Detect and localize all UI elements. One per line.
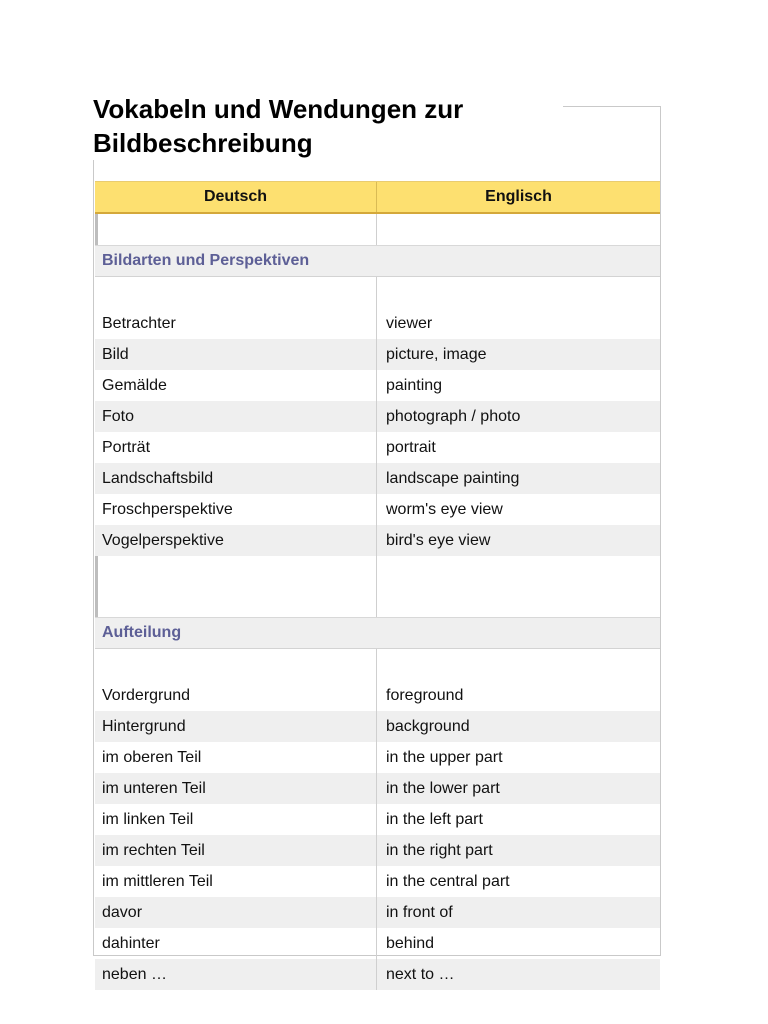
- vocabulary-table: [95, 181, 660, 990]
- term-de: Froschperspektive: [95, 494, 377, 525]
- table-row: [95, 494, 660, 525]
- term-de: im linken Teil: [95, 804, 377, 835]
- term-en: bird's eye view: [386, 531, 491, 549]
- table-row: [95, 525, 660, 556]
- term-de: Foto: [95, 401, 377, 432]
- term-de: Hintergrund: [95, 711, 377, 742]
- term-en: picture, image: [386, 345, 487, 363]
- term-de: im unteren Teil: [95, 773, 377, 804]
- table-row: [95, 804, 660, 835]
- section-heading-bildarten: Bildarten und Perspektiven: [95, 246, 660, 277]
- term-de: neben …: [95, 959, 377, 990]
- empty-row: [95, 214, 660, 246]
- term-en: portrait: [386, 438, 436, 456]
- empty-row: [95, 556, 660, 618]
- term-en: in the right part: [386, 841, 493, 859]
- term-en: in the left part: [386, 810, 483, 828]
- table-row: [95, 401, 660, 432]
- table-row: [95, 370, 660, 401]
- term-de: dahinter: [95, 928, 377, 959]
- term-de: Gemälde: [95, 370, 377, 401]
- table-row: [95, 773, 660, 804]
- term-en: foreground: [386, 687, 464, 704]
- table-row: [95, 711, 660, 742]
- term-de: im oberen Teil: [95, 742, 377, 773]
- table-row: [95, 959, 660, 990]
- section-heading-aufteilung: Aufteilung: [95, 618, 660, 649]
- term-en: worm's eye view: [386, 500, 503, 518]
- term-en: viewer: [386, 315, 433, 332]
- table-row: [95, 649, 660, 711]
- page-title: Vokabeln und Wendungen zur Bildbeschreibung: [93, 92, 563, 160]
- term-en: photograph / photo: [386, 407, 521, 425]
- term-de: davor: [95, 897, 377, 928]
- term-en: in the upper part: [386, 748, 503, 766]
- term-en: in the central part: [386, 872, 510, 890]
- term-de: Bild: [95, 339, 377, 370]
- table-header: [95, 181, 660, 214]
- table-row: [95, 835, 660, 866]
- term-en: next to …: [386, 965, 455, 983]
- table-row: [95, 463, 660, 494]
- table-row: [95, 742, 660, 773]
- column-header-deutsch: Deutsch: [95, 182, 377, 212]
- table-row: [95, 432, 660, 463]
- term-de: im mittleren Teil: [95, 866, 377, 897]
- table-row: [95, 339, 660, 370]
- term-en: background: [386, 717, 470, 735]
- term-de: Betrachter: [95, 277, 377, 339]
- table-row: [95, 928, 660, 959]
- table-row: [95, 277, 660, 339]
- term-de: Vordergrund: [95, 649, 377, 711]
- term-en: painting: [386, 376, 443, 394]
- term-en: behind: [386, 934, 435, 952]
- term-de: Porträt: [95, 432, 377, 463]
- term-en: landscape painting: [386, 469, 520, 487]
- column-header-englisch: Englisch: [485, 188, 552, 205]
- term-de: Vogelperspektive: [95, 525, 377, 556]
- term-de: im rechten Teil: [95, 835, 377, 866]
- term-de: Landschaftsbild: [95, 463, 377, 494]
- table-row: [95, 866, 660, 897]
- term-en: in the lower part: [386, 779, 500, 797]
- term-en: in front of: [386, 903, 453, 921]
- table-row: [95, 897, 660, 928]
